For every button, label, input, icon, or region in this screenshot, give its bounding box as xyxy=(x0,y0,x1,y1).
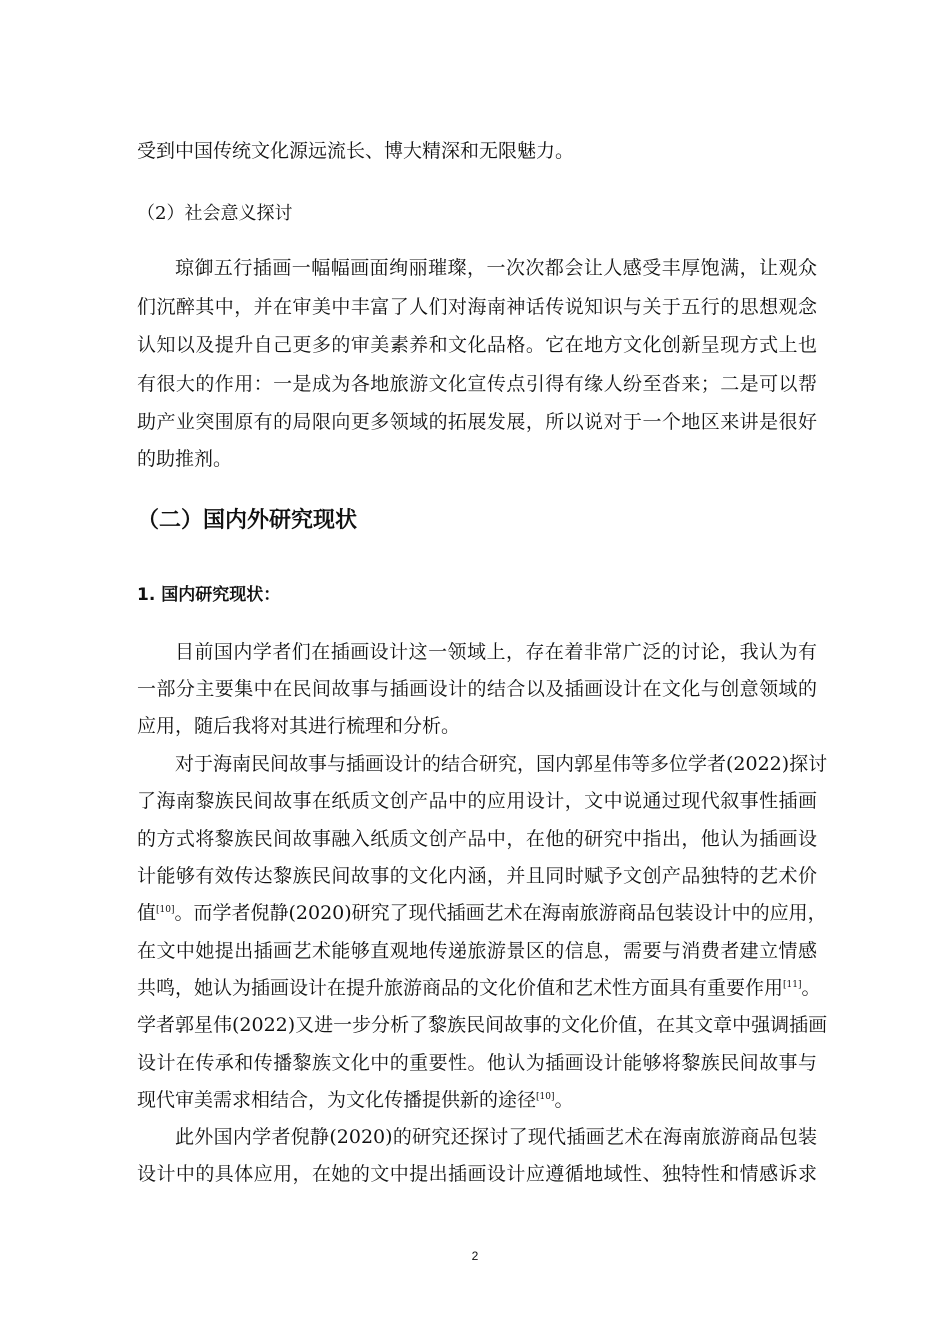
subsection-heading: 1. 国内研究现状： xyxy=(137,585,281,605)
text-line: 设计在传承和传播黎族文化中的重要性。他认为插画设计能够将黎族民间故事与 xyxy=(137,1052,817,1074)
subheading-social-significance: （2）社会意义探讨 xyxy=(137,203,293,224)
text-fragment: 。而学者倪静(2020)研究了现代插画艺术在海南旅游商品包装设计中的应用， xyxy=(174,902,827,924)
citation-10: [10] xyxy=(156,905,175,915)
text-line: 的助推剂。 xyxy=(137,448,233,470)
text-fragment: 共鸣，她认为插画设计在提升旅游商品的文化价值和艺术性方面具有重要作用 xyxy=(137,977,784,999)
citation-10: [10] xyxy=(536,1092,555,1102)
text-line: 了海南黎族民间故事在纸质文创产品中的应用设计，文中说通过现代叙事性插画 xyxy=(137,790,817,812)
text-line: 学者郭星伟(2022)又进一步分析了黎族民间故事的文化价值，在其文章中强调插画 xyxy=(137,1014,828,1036)
text-line xyxy=(137,901,827,925)
text-line: 应用，随后我将对其进行梳理和分析。 xyxy=(137,715,461,737)
text-fragment: 。 xyxy=(801,977,821,999)
text-line: 认知以及提升自己更多的审美素养和文化品格。它在地方文化创新呈现方式上也 xyxy=(137,334,817,356)
text-line: 此外国内学者倪静(2020)的研究还探讨了现代插画艺术在海南旅游商品包装 xyxy=(175,1126,817,1148)
text-line: 琼御五行插画一幅幅画面绚丽璀璨，一次次都会让人感受丰厚饱满，让观众 xyxy=(175,257,817,279)
text-line: 一部分主要集中在民间故事与插画设计的结合以及插画设计在文化与创意领域的 xyxy=(137,678,817,700)
section-heading: （二）国内外研究现状 xyxy=(137,508,358,533)
text-fragment: 现代审美需求相结合，为文化传播提供新的途径 xyxy=(137,1089,537,1111)
text-line: 在文中她提出插画艺术能够直观地传递旅游景区的信息，需要与消费者建立情感 xyxy=(137,940,817,962)
text-line: 目前国内学者们在插画设计这一领域上，存在着非常广泛的讨论，我认为有 xyxy=(175,641,817,663)
text-line xyxy=(137,976,821,1000)
text-fragment: 值 xyxy=(137,902,157,924)
text-line xyxy=(137,1088,817,1112)
citation-11: [11] xyxy=(783,980,802,990)
page-number: 2 xyxy=(471,1249,479,1263)
text-line: 有很大的作用：一是成为各地旅游文化宣传点引得有缘人纷至沓来；二是可以帮 xyxy=(137,373,817,395)
text-line: 计能够有效传达黎族民间故事的文化内涵，并且同时赋予文创产品独特的艺术价 xyxy=(137,865,817,887)
text-line: 对于海南民间故事与插画设计的结合研究，国内郭星伟等多位学者(2022)探讨 xyxy=(175,753,828,775)
text-fragment: 。 xyxy=(554,1089,574,1111)
text-line: 设计中的具体应用，在她的文中提出插画设计应遵循地域性、独特性和情感诉求 xyxy=(137,1163,817,1185)
text-line: 的方式将黎族民间故事融入纸质文创产品中，在他的研究中指出，他认为插画设 xyxy=(137,828,817,850)
text-line: 受到中国传统文化源远流长、博大精深和无限魅力。 xyxy=(137,140,575,162)
text-line: 助产业突围原有的局限向更多领域的拓展发展，所以说对于一个地区来讲是很好 xyxy=(137,411,817,433)
text-line: 们沉醉其中，并在审美中丰富了人们对海南神话传说知识与关于五行的思想观念 xyxy=(137,296,817,318)
